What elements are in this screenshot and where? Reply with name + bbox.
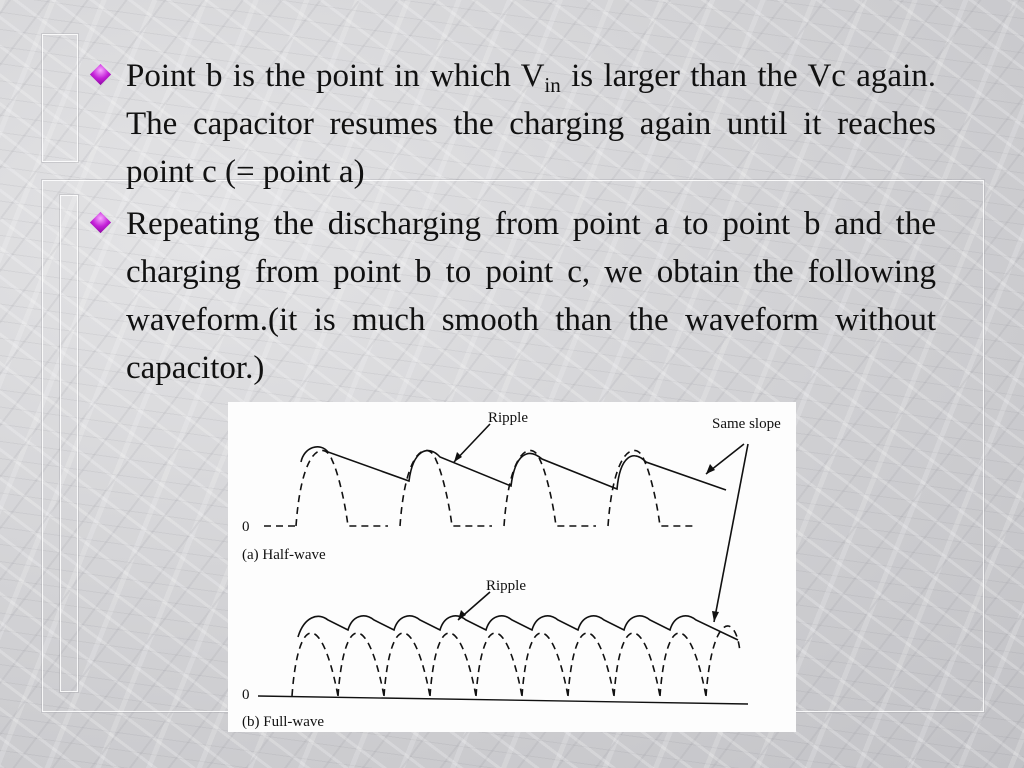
- waveform-diagram: [228, 402, 796, 732]
- bottom-ripple-label: Ripple: [486, 578, 526, 594]
- bullet-text-1b: is larger than the Vc again. The capacitor resumes the charging again until it reaches point c (= point a): [126, 58, 936, 190]
- diamond-bullet-icon: [90, 64, 111, 85]
- bottom-zero-label: 0: [242, 687, 250, 703]
- same-slope-label: Same slope: [712, 416, 781, 432]
- top-ripple-label: Ripple: [488, 410, 528, 426]
- arrowhead-same-slope-top: [706, 464, 715, 474]
- arrowhead-same-slope-long: [712, 611, 719, 622]
- arrowhead-ripple-top: [454, 452, 462, 462]
- top-panel-caption: (a) Half-wave: [242, 547, 326, 563]
- top-zero-label: 0: [242, 519, 250, 535]
- decorative-frame-side: [60, 195, 78, 692]
- bullet-item-point-b: [90, 52, 936, 196]
- full-wave-baseline: [258, 696, 748, 704]
- rectifier-waveform-figure: [228, 402, 796, 732]
- full-wave-dashed-pulses: [292, 626, 740, 696]
- bullet-text-1a: Point b is the point in which V: [126, 58, 545, 94]
- same-slope-arrow-long: [714, 444, 748, 622]
- decorative-frame-top: [42, 34, 78, 162]
- bullet-item-repeating: [90, 200, 936, 392]
- diamond-bullet-icon: [90, 212, 111, 233]
- half-wave-dashed-pulses: [264, 450, 696, 526]
- bullet-text-2: Repeating the discharging from point a to point b and the charging from point b to point c, we obtain the following waveform.(it is much smooth than the waveform without capacitor.): [126, 206, 936, 386]
- half-wave-filtered-output: [301, 447, 726, 490]
- bullet-list: [90, 52, 936, 396]
- vin-subscript: in: [544, 73, 561, 97]
- bottom-panel-caption: (b) Full-wave: [242, 714, 325, 730]
